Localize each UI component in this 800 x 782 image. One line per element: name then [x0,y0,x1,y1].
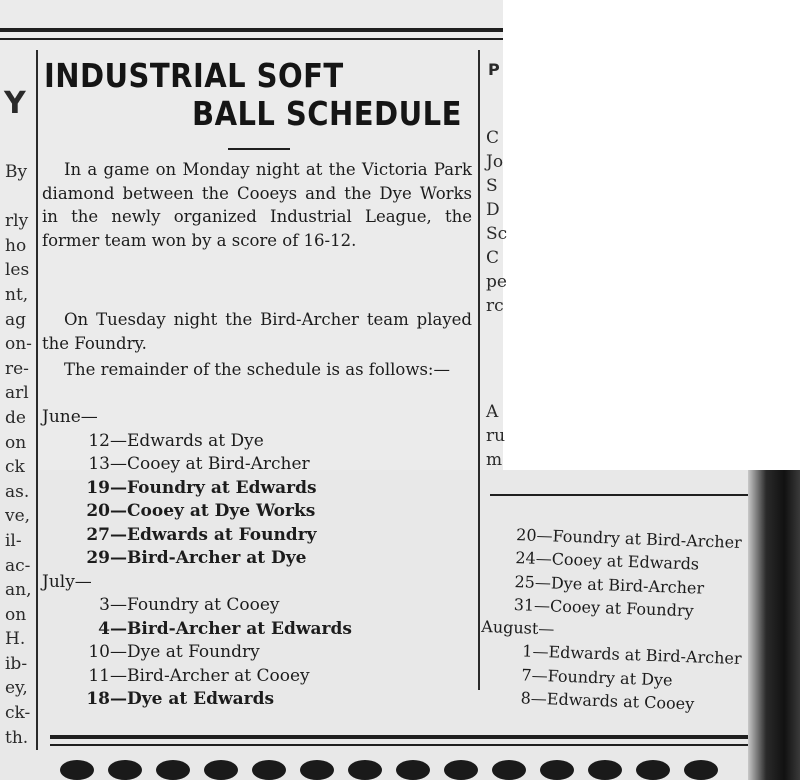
border-dot [348,760,382,780]
schedule-day: 20 [86,501,110,521]
schedule-day: 10 [88,642,110,662]
column-fragment-text: Jo [486,152,504,172]
schedule-day: 8 [520,688,532,708]
column-fragment-text: H. [5,629,26,650]
schedule-matchup: —Foundry at Dye [531,665,673,690]
column-fragment-text: ve, [5,506,31,527]
column-fragment-text: ib- [5,653,28,674]
schedule-day: 3 [99,595,110,615]
column-fragment-text: re- [5,358,29,379]
month-label-july: July— [42,571,92,592]
column-fragment-text: C [486,128,500,148]
schedule-day: 12 [88,430,110,451]
column-fragment-text: rly [5,211,29,232]
column-fragment-text: C [486,248,500,268]
border-dot [204,760,238,780]
schedule-matchup: —Edwards at Cooey [530,688,695,714]
column-fragment-text: ag [5,309,27,330]
schedule-matchup: —Bird-Archer at Dye [110,548,307,568]
schedule-entry [42,524,352,548]
schedule-matchup: —Cooey at Edwards [535,549,700,574]
column-rule-right [478,50,480,690]
border-dot [396,760,430,780]
column-fragment-text: il- [5,530,22,551]
column-fragment-text: ac- [5,555,31,576]
border-dot [636,760,670,780]
column-fragment-text: nt, [5,284,29,305]
column-fragment-text: Sc [486,224,508,244]
column-fragment-text: ey, [5,678,28,699]
column-fragment-text: th. [5,727,29,748]
schedule-matchup: —Dye at Edwards [110,689,275,709]
schedule-matchup: —Bird-Archer at Cooey [110,665,310,686]
column-fragment-text: on [5,604,27,625]
schedule-matchup: —Bird-Archer at Edwards [110,618,352,639]
border-dot [492,760,526,780]
decorative-border-dots [60,760,718,782]
schedule-matchup: —Foundry at Edwards [110,477,317,498]
schedule-entry [42,500,352,524]
schedule-day: 31 [513,594,535,615]
column-fragment-text: on- [5,334,32,355]
article-paragraph-2: On Tuesday night the Bird-Archer team played the Foundry. [42,310,472,353]
schedule-matchup: —Foundry at Bird-Archer [536,525,743,552]
column-fragment-text: rc [486,296,504,316]
month-label-june: June— [42,407,98,427]
schedule-day: 25 [514,571,536,592]
schedule-entry [42,594,352,618]
schedule-matchup: —Cooey at Foundry [533,595,694,621]
schedule-day: 1 [521,641,533,662]
border-dot [60,760,94,780]
schedule-matchup: —Dye at Bird-Archer [534,572,705,598]
right-column-fragments [486,126,507,318]
schedule-day: 27 [86,524,110,545]
article-paragraph-1: In a game on Monday night at the Victoria Park diamond between the Cooeys and the Dye Works in the newly organized Industrial League, the former team won by a score of 16-12. [42,160,472,250]
schedule-day: 24 [515,548,537,569]
schedule-day: 29 [86,548,110,568]
column-fragment-text: m [486,450,503,470]
month-label-august: August— [481,617,555,639]
column-fragment-text: A [486,402,499,422]
border-dot [300,760,334,780]
july-continued-games [482,522,746,624]
schedule-entry [42,430,352,454]
schedule-matchup: —Cooey at Bird-Archer [110,454,310,474]
column-fragment-text: pe [486,272,507,292]
schedule-matchup: —Edwards at Bird-Archer [532,642,742,669]
schedule-entry [42,453,352,477]
schedule-day: 7 [521,665,533,685]
border-dot [444,760,478,780]
schedule-matchup: —Cooey at Dye Works [110,501,316,521]
border-dot [540,760,574,780]
headline-line2: BALL SCHEDULE [192,94,462,133]
border-dot [684,760,718,780]
schedule-day: 18 [86,689,110,709]
schedule-matchup: —Edwards at Dye [110,430,264,451]
schedule-entry [42,665,352,689]
schedule-entry [42,477,352,501]
right-column-top-fragment: P [488,60,500,79]
column-fragment-text: les [5,260,30,281]
august-games [478,638,741,717]
border-dot [252,760,286,780]
right-section-rule [490,494,748,496]
article-paragraph-3: The remainder of the schedule is as follows:— [64,360,450,379]
schedule-entry [42,618,352,642]
scan-shadow-edge [748,470,800,780]
border-dot [108,760,142,780]
border-dot [156,760,190,780]
schedule-right [478,522,746,717]
schedule-entry [42,688,352,712]
column-fragment-text: By [5,162,28,182]
top-rule [0,28,503,32]
left-column-top-fragment: Y [4,86,26,121]
left-column-fragments [5,160,32,750]
column-fragment-text: S [486,176,498,196]
bottom-rule-thin [50,744,748,746]
june-games [42,430,352,571]
schedule-day: 20 [515,525,537,545]
schedule-entry [42,547,352,571]
headline-line1: INDUSTRIAL SOFT [44,56,344,95]
schedule-matchup: —Edwards at Foundry [110,524,317,545]
schedule-matchup: —Dye at Foundry [110,642,260,662]
schedule-matchup: —Foundry at Cooey [110,595,280,615]
july-games [42,594,352,712]
border-dot [588,760,622,780]
schedule-day: 13 [88,454,110,474]
column-fragment-text: on [5,432,27,453]
column-fragment-text: as. [5,481,30,502]
column-rule-left [36,50,38,750]
column-fragment-text: ho [5,235,27,256]
top-rule-thin [0,38,503,40]
headline-dash [228,148,290,150]
column-fragment-text: ru [486,426,506,446]
column-fragment-text: ck [5,457,25,478]
schedule-day: 4 [98,618,110,639]
schedule-day: 19 [86,477,110,498]
column-fragment-text: an, [5,580,32,601]
right-column-lower-fragments [486,400,505,472]
column-fragment-text [5,185,32,210]
column-fragment-text: arl [5,383,29,404]
column-fragment-text: de [5,407,26,428]
bottom-rule-thick [50,735,748,739]
schedule-left [42,406,352,712]
schedule-day: 11 [88,665,110,686]
column-fragment-text: D [486,200,500,220]
schedule-entry [42,641,352,665]
column-fragment-text: ck- [5,703,31,724]
